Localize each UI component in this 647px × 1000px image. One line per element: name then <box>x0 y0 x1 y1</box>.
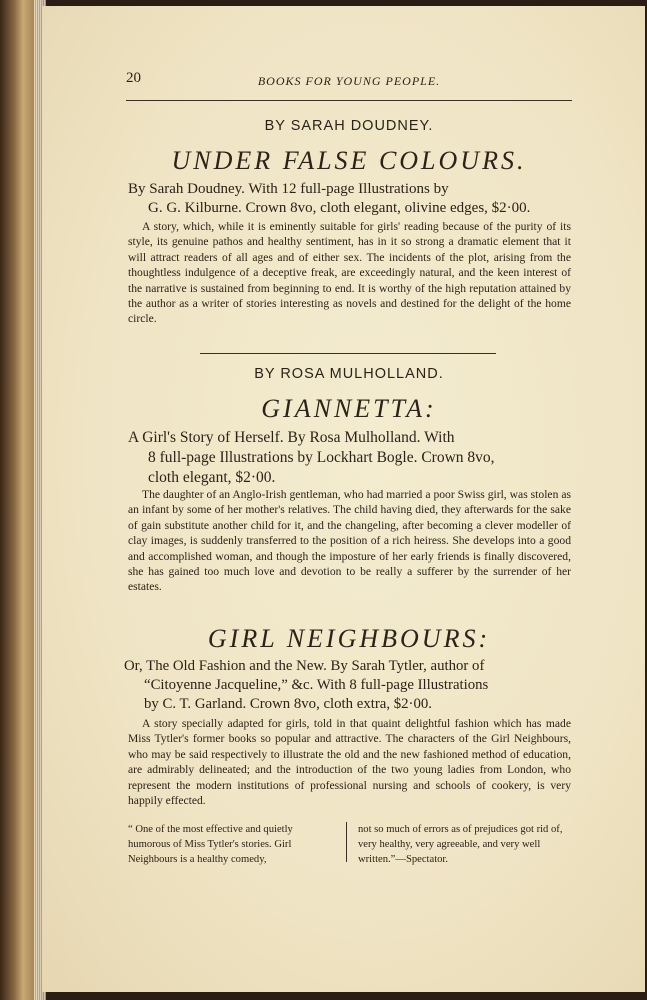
page-number: 20 <box>126 70 141 86</box>
byline-line: Or, The Old Fashion and the New. By Sarah Tytler, author of <box>124 658 485 674</box>
review-quote-right: not so much of errors as of prejudices got rid of, very healthy, very agreeable, and very well written.”—Spectator. <box>358 824 563 865</box>
title-under-false-colours: UNDER FALSE COLOURS. <box>171 146 527 175</box>
byline-line: “Citoyenne Jacqueline,” &c. With 8 full-page Illustrations <box>144 677 489 693</box>
title-giannetta: GIANNETTA: <box>261 394 437 423</box>
byline-under-false-colours <box>128 180 574 218</box>
byline-line: by C. T. Garland. Crown 8vo, cloth extra, $2·00. <box>144 696 432 712</box>
byline-line: cloth elegant, $2·00. <box>148 469 276 486</box>
review-quote-left: “ One of the most effective and quietly humorous of Miss Tytler's stories. Girl Neighbours is a healthy comedy, <box>128 824 293 865</box>
author-heading-mulholland: BY ROSA MULHOLLAND. <box>254 366 444 382</box>
running-title: BOOKS FOR YOUNG PEOPLE. <box>257 74 441 88</box>
byline-giannetta <box>128 428 574 488</box>
description-under-false-colours <box>128 219 571 327</box>
byline-line: By Sarah Doudney. With 12 full-page Illustrations by <box>128 181 449 197</box>
title-girl-neighbours: GIRL NEIGHBOURS: <box>207 624 491 653</box>
byline-line: A Girl's Story of Herself. By Rosa Mulholland. With <box>128 429 455 446</box>
byline-line: 8 full-page Illustrations by Lockhart Bogle. Crown 8vo, <box>148 449 495 466</box>
description-giannetta <box>128 487 571 595</box>
description-text: The daughter of an Anglo-Irish gentleman, who had married a poor Swiss girl, was stolen as an infant by some of her mother's relatives. The child having died, they afterwards for the sake of gain substitute another child for it, and the changeling, after becoming a clever modeller of clay images, is suddenly transferred to the position of a rich heiress. She develops into a good and accomplished woman, and though the imposture of her early friends is finally discovered, she has gained too much love and devotion to be really a sufferer by the surrender of her estates. <box>128 488 571 594</box>
description-text: A story, which, while it is eminently suitable for girls' reading because of the purity of its style, its genuine pathos and healthy sentiment, has in it so strong a dramatic element that it will attract readers of all ages and of either sex. The incidents of the plot, arising from the thoughtless indulgence of a deceptive freak, are exceedingly natural, and the keen interest of the narrative is sustained from beginning to end. It is worthy of the high reputation attained by the author as a writer of stories interesting as novels and destined for the delight of the home circle. <box>128 220 571 326</box>
description-girl-neighbours <box>128 716 571 808</box>
section-divider <box>200 353 496 354</box>
description-text: A story specially adapted for girls, told in that quaint delightful fashion which has made Miss Tytler's former books so popular and attractive. The characters of the Girl Neighbours, who may be said respectively to illustrate the old and the new fashioned method of education, are admirably delineated; and the introduction of the two young ladies from London, who represent the modern institutions of professional nursing and schools of cookery, is very happily effected. <box>128 717 571 808</box>
column-divider <box>346 822 347 862</box>
page-header <box>126 66 572 101</box>
author-heading-doudney: BY SARAH DOUDNEY. <box>264 118 434 134</box>
byline-line: G. G. Kilburne. Crown 8vo, cloth elegant, olivine edges, $2·00. <box>148 200 531 216</box>
byline-girl-neighbours <box>124 657 574 714</box>
